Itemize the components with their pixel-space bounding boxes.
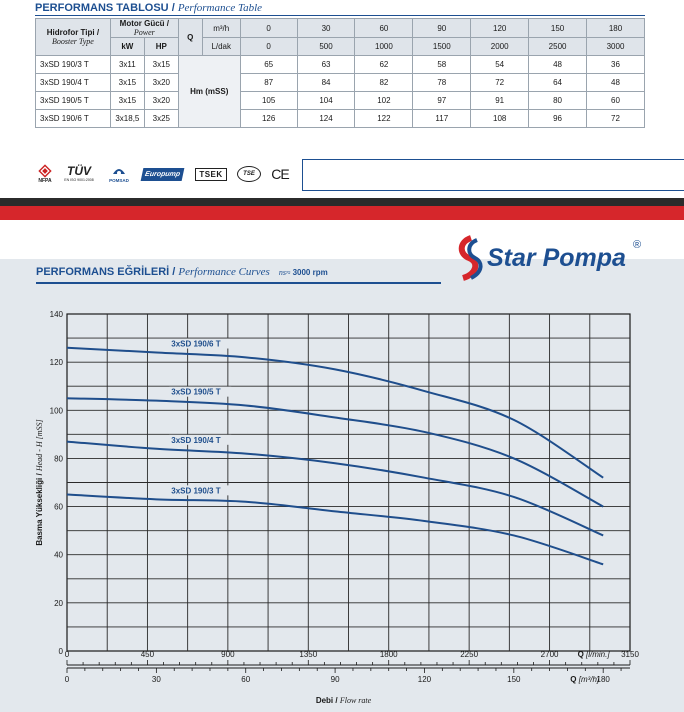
nfpa-diamond-icon <box>38 164 52 178</box>
row-value: 48 <box>529 56 587 74</box>
x-axis-title-main: Debi / <box>315 696 340 705</box>
q-m3h-3: 90 <box>413 19 471 38</box>
row-type: 3xSD 190/5 T <box>36 92 111 110</box>
certification-logos <box>34 161 314 187</box>
y-tick-label: 100 <box>49 406 63 416</box>
col-header-kw: kW <box>110 38 144 56</box>
x-tick-label-m3h: 0 <box>64 675 70 684</box>
certification-frame <box>302 159 684 191</box>
separator-band-dark <box>0 198 684 206</box>
x-tick-label-lmin: 0 <box>64 650 70 659</box>
row-value: 102 <box>355 92 413 110</box>
row-value: 126 <box>240 110 297 128</box>
table-section-title <box>35 2 262 14</box>
row-value: 80 <box>529 92 587 110</box>
col-power-tr: Motor Gücü / <box>119 19 169 28</box>
row-value: 82 <box>355 74 413 92</box>
row-value: 78 <box>413 74 471 92</box>
row-value: 97 <box>413 92 471 110</box>
chart-grid <box>67 314 630 651</box>
row-value: 62 <box>355 56 413 74</box>
x-tick-label-lmin: 3150 <box>621 650 639 659</box>
x-axis-m3h-unit: [m³/h] <box>578 675 600 684</box>
pomsad-label: POMSAD <box>109 178 129 183</box>
pomsad-icon <box>111 164 127 178</box>
x-axis-m3h-label <box>570 675 600 684</box>
unit-m3h: m³/h <box>202 19 240 38</box>
x-tick-label-m3h: 30 <box>151 675 161 684</box>
q-lmin-0: 0 <box>240 38 297 56</box>
x-tick-label-m3h: 120 <box>417 675 432 684</box>
y-tick-label: 60 <box>54 502 63 512</box>
row-value: 36 <box>587 56 645 74</box>
separator-band-red <box>0 206 684 220</box>
y-tick-label: 40 <box>54 550 63 560</box>
hm-label: Hm (mSS) <box>178 56 240 128</box>
table-title-tr: PERFORMANS TABLOSU <box>35 2 169 14</box>
tsek-badge <box>195 168 226 181</box>
q-lmin-6: 3000 <box>587 38 645 56</box>
q-m3h-1: 30 <box>297 19 355 38</box>
x-tick-label-m3h: 180 <box>596 675 610 684</box>
nfpa-logo <box>34 161 56 187</box>
y-tick-label: 140 <box>49 310 63 319</box>
y-axis-label-main: Basma Yüksekliği / <box>35 471 44 546</box>
row-hp: 3x20 <box>144 92 178 110</box>
x-axis-lmin-unit: [l/min.] <box>586 650 610 659</box>
tsek-label: TSEK <box>199 169 223 179</box>
row-value: 104 <box>297 92 355 110</box>
tsek-logo <box>192 161 230 187</box>
col-header-power <box>110 19 178 38</box>
tuv-sub-label: EN ISO 9001:2008 <box>64 178 94 182</box>
table-title-rule <box>35 15 645 16</box>
curve-label: 3xSD 190/3 T <box>171 486 221 496</box>
row-hp: 3x25 <box>144 110 178 128</box>
y-tick-label: 0 <box>58 647 63 656</box>
title-separator: / <box>171 2 175 14</box>
row-value: 117 <box>413 110 471 128</box>
x-tick-label-m3h: 60 <box>241 675 251 684</box>
tuv-label: TÜV <box>67 164 91 178</box>
row-type: 3xSD 190/4 T <box>36 74 111 92</box>
tse-badge <box>237 166 261 182</box>
table-row <box>36 56 645 74</box>
row-kw: 3x15 <box>110 74 144 92</box>
row-value: 87 <box>240 74 297 92</box>
row-value: 96 <box>529 110 587 128</box>
row-value: 63 <box>297 56 355 74</box>
row-value: 60 <box>587 92 645 110</box>
curve-label: 3xSD 190/5 T <box>171 387 221 397</box>
speed-prefix: ns≈ <box>278 268 291 277</box>
q-lmin-4: 2000 <box>471 38 529 56</box>
x-tick-label-lmin: 2250 <box>460 650 479 659</box>
col-header-q: Q <box>178 19 202 56</box>
y-tick-label: 20 <box>54 598 63 608</box>
row-kw: 3x15 <box>110 92 144 110</box>
europump-label: Europump <box>143 170 181 178</box>
x-tick-label-lmin: 1350 <box>299 650 318 659</box>
ce-mark <box>267 161 293 187</box>
curve-label: 3xSD 190/4 T <box>171 435 221 445</box>
brand-name: Star Pompa <box>487 244 626 272</box>
q-m3h-6: 180 <box>587 19 645 38</box>
col-type-en: Booster Type <box>52 37 94 46</box>
col-type-tr: Hidrofor Tipi / <box>46 28 100 37</box>
nfpa-label: NFPA <box>38 178 52 184</box>
x-axis-m3h-q: Q <box>570 675 579 684</box>
row-hp: 3x15 <box>144 56 178 74</box>
curves-title-tr: PERFORMANS EĞRİLERİ <box>36 266 170 278</box>
q-lmin-2: 1000 <box>355 38 413 56</box>
row-hp: 3x20 <box>144 74 178 92</box>
x-tick-label-lmin: 900 <box>221 650 235 659</box>
x-tick-label-m3h: 90 <box>330 675 340 684</box>
table-row <box>36 92 645 110</box>
table-row <box>36 110 645 128</box>
curves-title-en: Performance Curves <box>178 266 270 278</box>
q-m3h-4: 120 <box>471 19 529 38</box>
x-axis-lmin-label <box>578 650 611 659</box>
x-tick-label-lmin: 2700 <box>540 650 559 659</box>
x-tick-label-m3h: 150 <box>507 675 521 684</box>
row-value: 58 <box>413 56 471 74</box>
row-kw: 3x18,5 <box>110 110 144 128</box>
q-lmin-3: 1500 <box>413 38 471 56</box>
tuv-logo <box>60 161 98 187</box>
row-type: 3xSD 190/3 T <box>36 56 111 74</box>
q-lmin-5: 2500 <box>529 38 587 56</box>
x-axis-title <box>316 696 372 705</box>
registered-mark: ® <box>633 239 642 251</box>
europump-badge <box>140 168 184 181</box>
speed-value: 3000 rpm <box>292 268 328 277</box>
tse-label: TSE <box>243 171 255 177</box>
q-lmin-1: 500 <box>297 38 355 56</box>
row-value: 84 <box>297 74 355 92</box>
row-value: 48 <box>587 74 645 92</box>
row-value: 122 <box>355 110 413 128</box>
q-m3h-2: 60 <box>355 19 413 38</box>
col-header-type <box>36 19 111 56</box>
y-axis-label-italic: Head - H [mSS] <box>35 419 44 472</box>
q-m3h-0: 0 <box>240 19 297 38</box>
x-tick-label-lmin: 450 <box>140 650 155 659</box>
row-value: 124 <box>297 110 355 128</box>
x-axis-title-italic: Flow rate <box>339 696 372 705</box>
pomsad-logo <box>104 161 134 187</box>
q-m3h-5: 150 <box>529 19 587 38</box>
table-row <box>36 74 645 92</box>
col-header-hp: HP <box>144 38 178 56</box>
curves-title-separator: / <box>172 266 176 278</box>
col-power-en: Power <box>133 28 155 37</box>
europump-logo <box>138 161 186 187</box>
row-kw: 3x11 <box>110 56 144 74</box>
unit-ldak: L/dak <box>202 38 240 56</box>
row-value: 72 <box>471 74 529 92</box>
row-value: 54 <box>471 56 529 74</box>
x-tick-label-lmin: 1800 <box>379 650 398 659</box>
curve-label: 3xSD 190/6 T <box>171 339 221 349</box>
row-value: 91 <box>471 92 529 110</box>
ce-label: CE <box>271 166 289 182</box>
row-value: 72 <box>587 110 645 128</box>
row-type: 3xSD 190/6 T <box>36 110 111 128</box>
y-tick-label: 120 <box>49 358 63 368</box>
row-value: 108 <box>471 110 529 128</box>
tse-logo <box>235 161 263 187</box>
y-tick-label: 80 <box>54 454 63 464</box>
performance-table <box>35 18 645 128</box>
performance-table-section <box>0 0 684 198</box>
performance-curves-chart <box>0 259 684 712</box>
row-value: 105 <box>240 92 297 110</box>
x-axis-lmin-q: Q <box>577 650 587 659</box>
row-value: 64 <box>529 74 587 92</box>
row-value: 65 <box>240 56 297 74</box>
table-title-en: Performance Table <box>177 2 263 14</box>
y-axis-label <box>35 419 44 545</box>
chart-axes <box>67 660 630 673</box>
